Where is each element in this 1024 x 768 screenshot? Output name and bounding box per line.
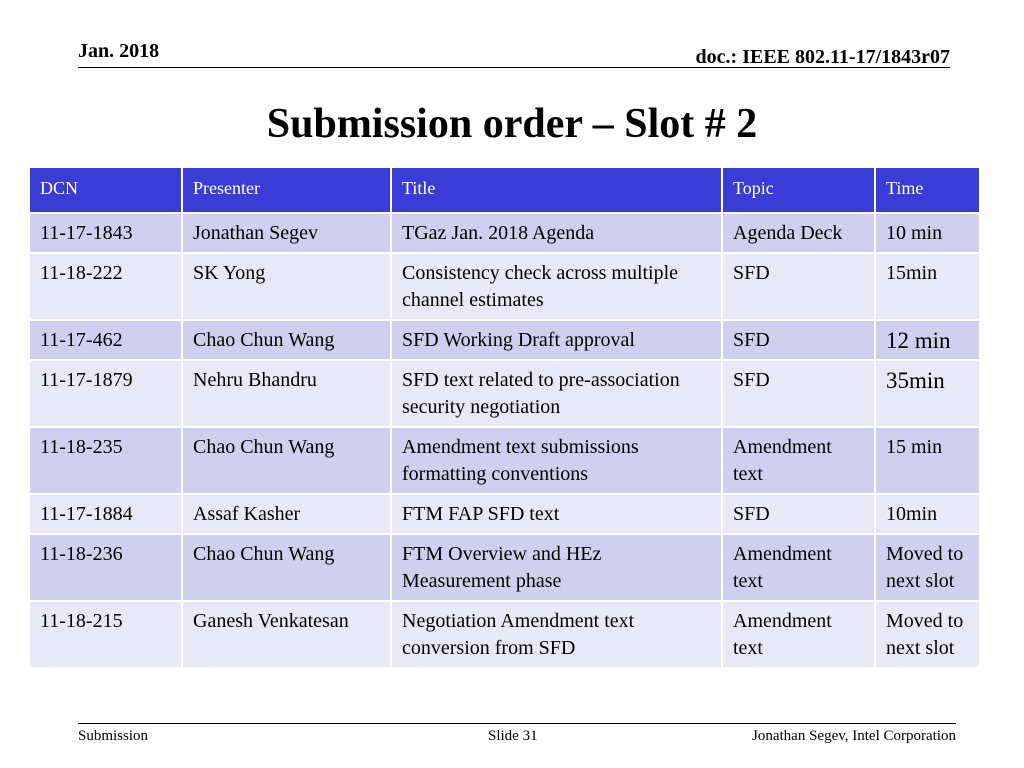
cell-presenter: Assaf Kasher bbox=[182, 494, 391, 534]
table-row bbox=[29, 320, 980, 360]
column-header-time: Time bbox=[875, 167, 980, 213]
cell-topic: Amendment text bbox=[722, 534, 875, 601]
cell-presenter: SK Yong bbox=[182, 253, 391, 320]
table-header-row bbox=[29, 167, 980, 213]
column-header-dcn: DCN bbox=[29, 167, 182, 213]
cell-title: TGaz Jan. 2018 Agenda bbox=[391, 213, 722, 253]
submission-table bbox=[28, 166, 981, 669]
table-row bbox=[29, 494, 980, 534]
cell-presenter: Chao Chun Wang bbox=[182, 534, 391, 601]
table-row bbox=[29, 534, 980, 601]
cell-topic: SFD bbox=[722, 253, 875, 320]
cell-dcn: 11-17-1884 bbox=[29, 494, 182, 534]
cell-time: 10min bbox=[875, 494, 980, 534]
cell-time: 15min bbox=[875, 253, 980, 320]
cell-topic: Agenda Deck bbox=[722, 213, 875, 253]
cell-topic: Amendment text bbox=[722, 601, 875, 668]
cell-presenter: Ganesh Venkatesan bbox=[182, 601, 391, 668]
slide-title: Submission order – Slot # 2 bbox=[266, 101, 758, 147]
cell-dcn: 11-18-236 bbox=[29, 534, 182, 601]
column-header-title: Title bbox=[391, 167, 722, 213]
cell-time: 10 min bbox=[875, 213, 980, 253]
cell-dcn: 11-18-215 bbox=[29, 601, 182, 668]
table-row bbox=[29, 427, 980, 494]
table-row bbox=[29, 360, 980, 427]
footer-submission: Submission bbox=[78, 728, 149, 744]
header-divider bbox=[78, 67, 950, 68]
cell-title: FTM FAP SFD text bbox=[391, 494, 722, 534]
cell-topic: Amendment text bbox=[722, 427, 875, 494]
cell-topic: SFD bbox=[722, 360, 875, 427]
cell-dcn: 11-17-462 bbox=[29, 320, 182, 360]
table-row bbox=[29, 601, 980, 668]
footer-slide-number: Slide 31 bbox=[488, 728, 538, 744]
cell-title: Consistency check across multiple channel estimates bbox=[391, 253, 722, 320]
cell-title: Amendment text submissions formatting conventions bbox=[391, 427, 722, 494]
header-date: Jan. 2018 bbox=[78, 40, 160, 62]
cell-time: 35min bbox=[875, 360, 980, 427]
cell-time: Moved to next slot bbox=[875, 534, 980, 601]
cell-title: FTM Overview and HEz Measurement phase bbox=[391, 534, 722, 601]
cell-title: SFD Working Draft approval bbox=[391, 320, 722, 360]
cell-presenter: Nehru Bhandru bbox=[182, 360, 391, 427]
column-header-presenter: Presenter bbox=[182, 167, 391, 213]
cell-presenter: Jonathan Segev bbox=[182, 213, 391, 253]
table-row bbox=[29, 213, 980, 253]
cell-dcn: 11-17-1843 bbox=[29, 213, 182, 253]
cell-presenter: Chao Chun Wang bbox=[182, 427, 391, 494]
table-row bbox=[29, 253, 980, 320]
footer-divider bbox=[78, 723, 956, 724]
cell-topic: SFD bbox=[722, 494, 875, 534]
cell-presenter: Chao Chun Wang bbox=[182, 320, 391, 360]
cell-time: 12 min bbox=[875, 320, 980, 360]
cell-title: SFD text related to pre-association security negotiation bbox=[391, 360, 722, 427]
cell-dcn: 11-18-235 bbox=[29, 427, 182, 494]
cell-dcn: 11-18-222 bbox=[29, 253, 182, 320]
cell-title: Negotiation Amendment text conversion from SFD bbox=[391, 601, 722, 668]
cell-time: Moved to next slot bbox=[875, 601, 980, 668]
header-doc-id: doc.: IEEE 802.11-17/1843r07 bbox=[695, 46, 950, 68]
cell-dcn: 11-17-1879 bbox=[29, 360, 182, 427]
cell-time: 15 min bbox=[875, 427, 980, 494]
cell-topic: SFD bbox=[722, 320, 875, 360]
footer-author: Jonathan Segev, Intel Corporation bbox=[752, 728, 956, 744]
column-header-topic: Topic bbox=[722, 167, 875, 213]
